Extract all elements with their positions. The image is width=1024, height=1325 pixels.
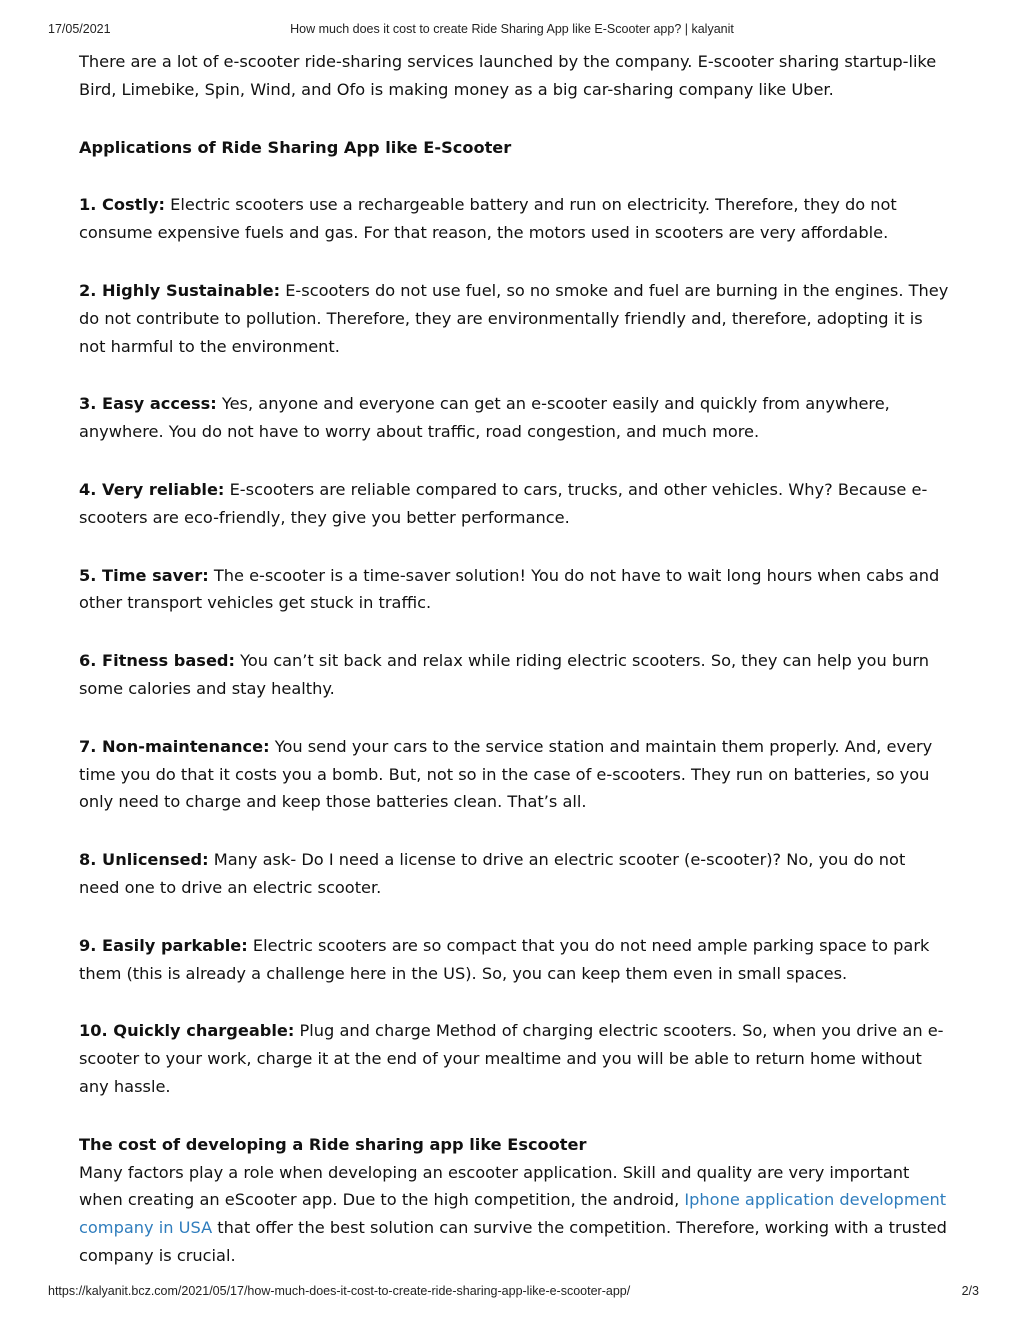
print-footer — [0, 1284, 1024, 1304]
item-label: 2. Highly Sustainable: — [79, 280, 281, 300]
iphone-dev-company-link[interactable]: Iphone application development company in USA — [79, 1190, 947, 1238]
print-header — [0, 22, 1024, 42]
print-url: https://kalyanit.bcz.com/2021/05/17/how-much-does-it-cost-to-create-ride-sharing-app-like-e-scooter-app/ — [48, 1284, 631, 1298]
item-text: E-scooters are reliable compared to cars, trucks, and other vehicles. Why? Because e-scooters are eco-friendly, they give you better performance. — [79, 479, 928, 527]
print-date: 17/05/2021 — [48, 22, 111, 36]
list-item — [79, 733, 949, 816]
applications-heading: Applications of Ride Sharing App like E-Scooter — [79, 137, 512, 157]
item-label: 7. Non-maintenance: — [79, 736, 270, 756]
page-number: 2/3 — [961, 1284, 979, 1298]
item-label: 9. Easily parkable: — [79, 935, 248, 955]
item-text: Electric scooters are so compact that you do not need ample parking space to park them (this is already a challenge here in the US). So, you can keep them even in small spaces. — [79, 935, 930, 983]
item-text: Electric scooters use a rechargeable battery and run on electricity. Therefore, they do not consume expensive fuels and gas. For that reason, the motors used in scooters are very affordable. — [79, 195, 897, 243]
print-title: How much does it cost to create Ride Sharing App like E-Scooter app? | kalyanit — [290, 22, 734, 36]
item-text: The e-scooter is a time-saver solution! You do not have to wait long hours when cabs and other transport vehicles get stuck in traffic. — [79, 565, 940, 613]
item-label: 6. Fitness based: — [79, 651, 235, 671]
item-label: 5. Time saver: — [79, 565, 209, 585]
intro-paragraph: There are a lot of e-scooter ride-sharing services launched by the company. E-scooter sharing startup-like Bird, Limebike, Spin, Wind, and Ofo is making money as a big car-sharing company like Uber. — [79, 52, 937, 99]
item-label: 4. Very reliable: — [79, 479, 225, 499]
list-item — [79, 647, 949, 703]
item-text: Yes, anyone and everyone can get an e-scooter easily and quickly from anywhere, anywhere. You do not have to worry about traffic, road congestion, and much more. — [79, 394, 890, 442]
item-label: 10. Quickly chargeable: — [79, 1021, 295, 1041]
list-item — [79, 562, 949, 618]
list-item — [79, 191, 949, 247]
item-label: 1. Costly: — [79, 195, 165, 215]
cost-paragraph: Many factors play a role when developing an escooter application. Skill and quality are very important when creating an eScooter app. Due to the high competition, the android, Iphone application development company in USA that offer the best solution can survive the competition. Therefore, working with a trusted company is crucial. — [79, 1162, 947, 1265]
item-text: E-scooters do not use fuel, so no smoke and fuel are burning in the engines. They do not contribute to pollution. Therefore, they are environmentally friendly and, therefore, adopting it is not harmful to the environment. — [79, 280, 949, 356]
item-label: 8. Unlicensed: — [79, 850, 209, 870]
list-item — [79, 1017, 949, 1100]
list-item — [79, 476, 949, 532]
item-text: Many ask- Do I need a license to drive an electric scooter (e-scooter)? No, you do not need one to drive an electric scooter. — [79, 850, 906, 897]
article-body — [79, 48, 949, 1300]
item-text: Plug and charge Method of charging electric scooters. So, when you drive an e-scooter to your work, charge it at the end of your mealtime and you will be able to return home without any hassle. — [79, 1021, 944, 1096]
list-item — [79, 277, 949, 360]
item-label: 3. Easy access: — [79, 394, 217, 414]
item-text: You send your cars to the service station and maintain them properly. And, every time you do that it costs you a bomb. But, not so in the case of e-scooters. They run on batteries, so you only need to charge and keep those batteries clean. That’s all. — [79, 736, 933, 812]
list-item — [79, 390, 949, 446]
item-text: You can’t sit back and relax while riding electric scooters. So, they can help you burn some calories and stay healthy. — [79, 651, 930, 698]
list-item — [79, 846, 949, 902]
list-item — [79, 932, 949, 988]
cost-heading: The cost of developing a Ride sharing app like Escooter — [79, 1134, 587, 1154]
